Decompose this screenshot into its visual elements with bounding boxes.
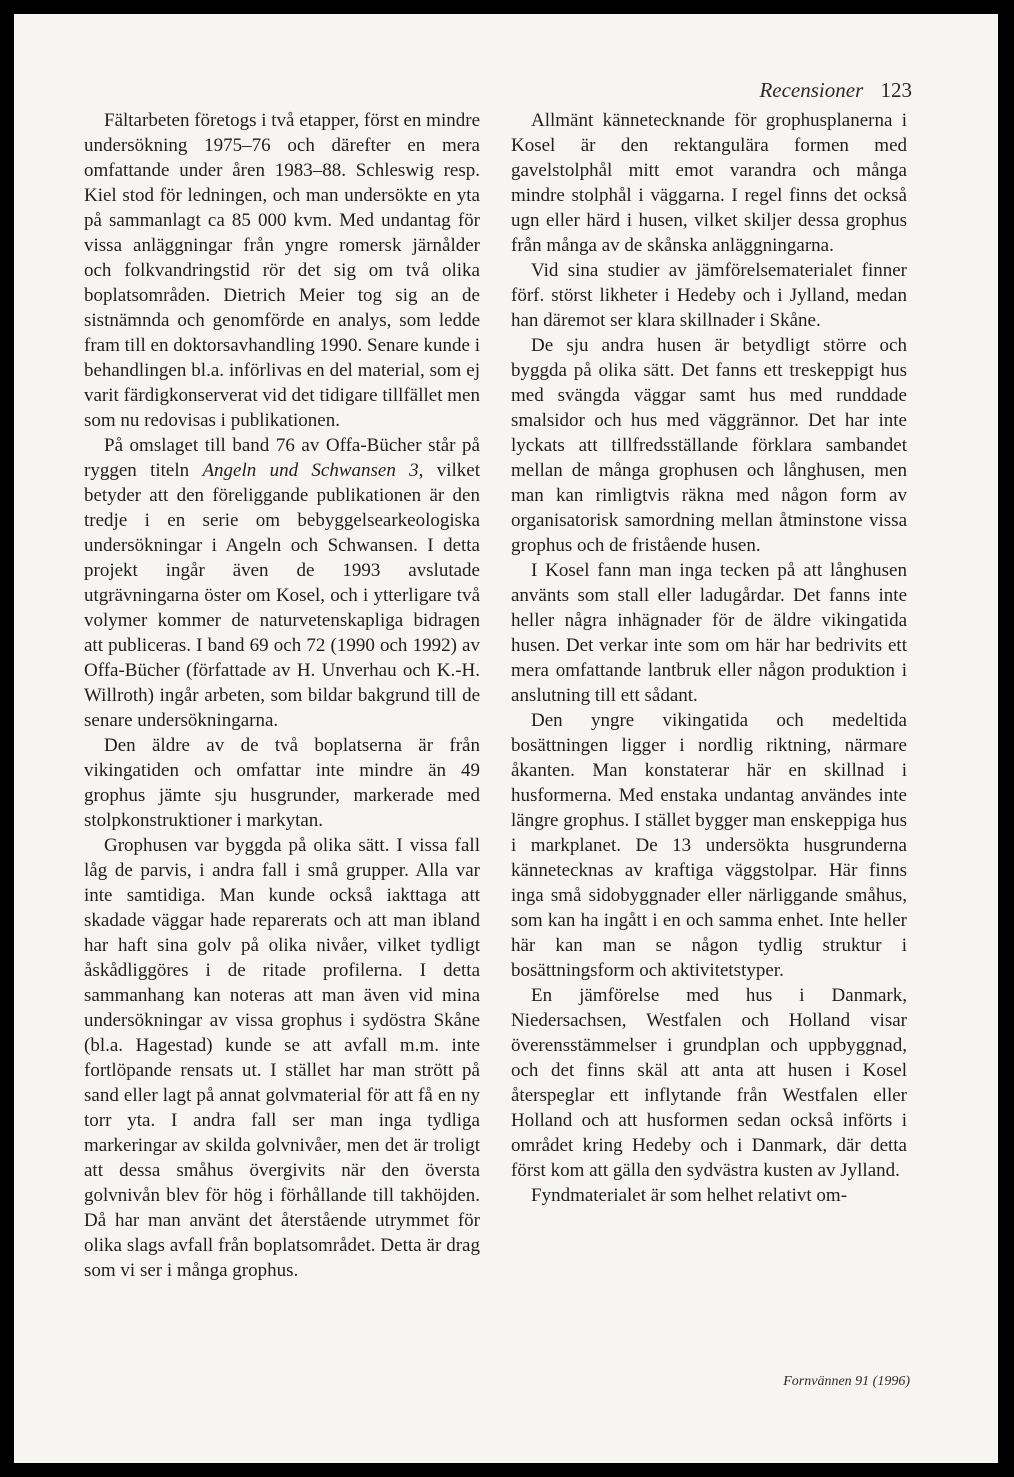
book-title: Angeln und Schwansen 3, [202, 460, 424, 481]
book-page [14, 14, 998, 1463]
paragraph: Fältarbeten företogs i två etapper, först en mindre undersökning 1975–76 och därefter en mera omfattande under åren 1983–88. Schleswig resp. Kiel stod för ledningen, och man undersökte en yta på sammanlagt ca 85 000 kvm. Med undantag för vissa anläggningar från yngre romersk järnålder och folkvandringstid rör det sig om två olika boplatsområden. Dietrich Meier tog sig an de sistnämnda och genomförde en analys, som ledde fram till en doktorsavhandling 1990. Senare kunde i behandlingen bl.a. införlivas en del material, som ej varit färdigkonserverat vid det tidigare tillfället men som nu redovisas i publikationen. [84, 110, 480, 431]
paragraph-text: På omslaget till band 76 av Offa-Bücher står på ryggen titeln [84, 435, 480, 481]
paragraph: I Kosel fann man inga tecken på att långhusen använts som stall eller ladugårdar. Det fanns inte heller några inhägnader för de äldre vikingatida husen. Det verkar inte som om här har bedrivits ett mera omfattande lantbruk eller någon produktion i anslutning till ett sådant. [511, 560, 907, 706]
paragraph [84, 433, 480, 733]
paragraph: Den äldre av de två boplatserna är från vikingatiden och omfattar inte mindre än 49 grophus jämte sju husgrunder, markerade med stolpkonstruktioner i markytan. [84, 735, 480, 831]
paragraph-text: vilket betyder att den föreliggande publikationen är den tredje i en serie om bebyggelsearkeologiska undersökningar i Angeln och Schwansen. I detta projekt ingår även de 1993 avslutade utgrävningarna öster om Kosel, och i ytterligare två volymer kommer de naturvetenskapliga bidragen att publiceras. I band 69 och 72 (1990 och 1992) av Offa-Bücher (författade av H. Unverhau och K.-H. Willroth) ingår arbeten, som bildar bakgrund till de senare undersökningarna. [84, 460, 480, 731]
paragraph: Grophusen var byggda på olika sätt. I vissa fall låg de parvis, i andra fall i små grupper. Alla var inte samtidiga. Man kunde också iakttaga att skadade väggar hade reparerats och att man ibland har haft sina golv på olika nivåer, vilket tydligt åskådliggöres i de ritade profilerna. I detta sammanhang kan noteras att man även vid mina undersökningar av vissa grophus i sydöstra Skåne (bl.a. Hagestad) kunde se att avfall m.m. inte fortlöpande rensats ut. I stället har man strött på sand eller lagt på annat golvmaterial för att få en ny torr yta. I andra fall ser man inga tydliga markeringar av skilda golvnivåer, men det är troligt att dessa småhus övergivits när den översta golvnivån blev för hög i förhållande till takhöjden. Då har man använt det återstående utrymmet för olika slags avfall från boplatsområdet. Detta är drag som vi ser i många grophus. [84, 835, 480, 1281]
running-head [759, 78, 912, 103]
journal-footer: Fornvännen 91 (1996) [783, 1374, 910, 1389]
paragraph: Fyndmaterialet är som helhet relativt om- [531, 1185, 848, 1206]
right-text-column [511, 108, 907, 1208]
paragraph: De sju andra husen är betydligt större och byggda på olika sätt. Det fanns ett treskeppigt hus med svängda väggar samt hus med runddade smalsidor och hus med väggrännor. Det har inte lyckats att tillfredsställande förklara sambandet mellan de många grophusen och långhusen, men man kan rimligtvis räkna med någon form av organisatorisk samordning mellan åtminstone vissa grophus och de fristående husen. [511, 335, 907, 556]
section-title: Recensioner [759, 78, 864, 102]
paragraph: Den yngre vikingatida och medeltida bosättningen ligger i nordlig riktning, närmare åkanten. Man konstaterar här en skillnad i husformerna. Med enstaka undantag användes inte längre grophus. I stället bygger man enskeppiga hus i markplanet. De 13 undersökta husgrunderna kännetecknas av kraftiga väggstolpar. Här finns inga små sidobyggnader eller närliggande småhus, som kan ha ingått i en och samma enhet. Inte heller här kan man se någon tydlig struktur i bosättningsform och aktivitetstyper. [511, 710, 907, 981]
paragraph: Allmänt kännetecknande för grophusplanerna i Kosel är den rektangulära formen med gavelstolphål mitt emot varandra och många mindre stolphål i väggarna. I regel finns det också ugn eller härd i husen, vilket skiljer dessa grophus från många av de skånska anläggningarna. [511, 110, 907, 256]
page-number: 123 [880, 78, 912, 102]
paragraph: En jämförelse med hus i Danmark, Niedersachsen, Westfalen och Holland visar överensstämmelser i grundplan och uppbyggnad, och det finns skäl att anta att husen i Kosel återspeglar ett inflytande från Westfalen eller Holland och att husformen sedan också införts i området kring Hedeby och i Danmark, där detta först kom att gälla den sydvästra kusten av Jylland. [511, 985, 907, 1181]
paragraph: Vid sina studier av jämförelsematerialet finner förf. störst likheter i Hedeby och i Jylland, medan han däremot ser klara skillnader i Skåne. [511, 260, 907, 331]
left-text-column [84, 108, 480, 1283]
